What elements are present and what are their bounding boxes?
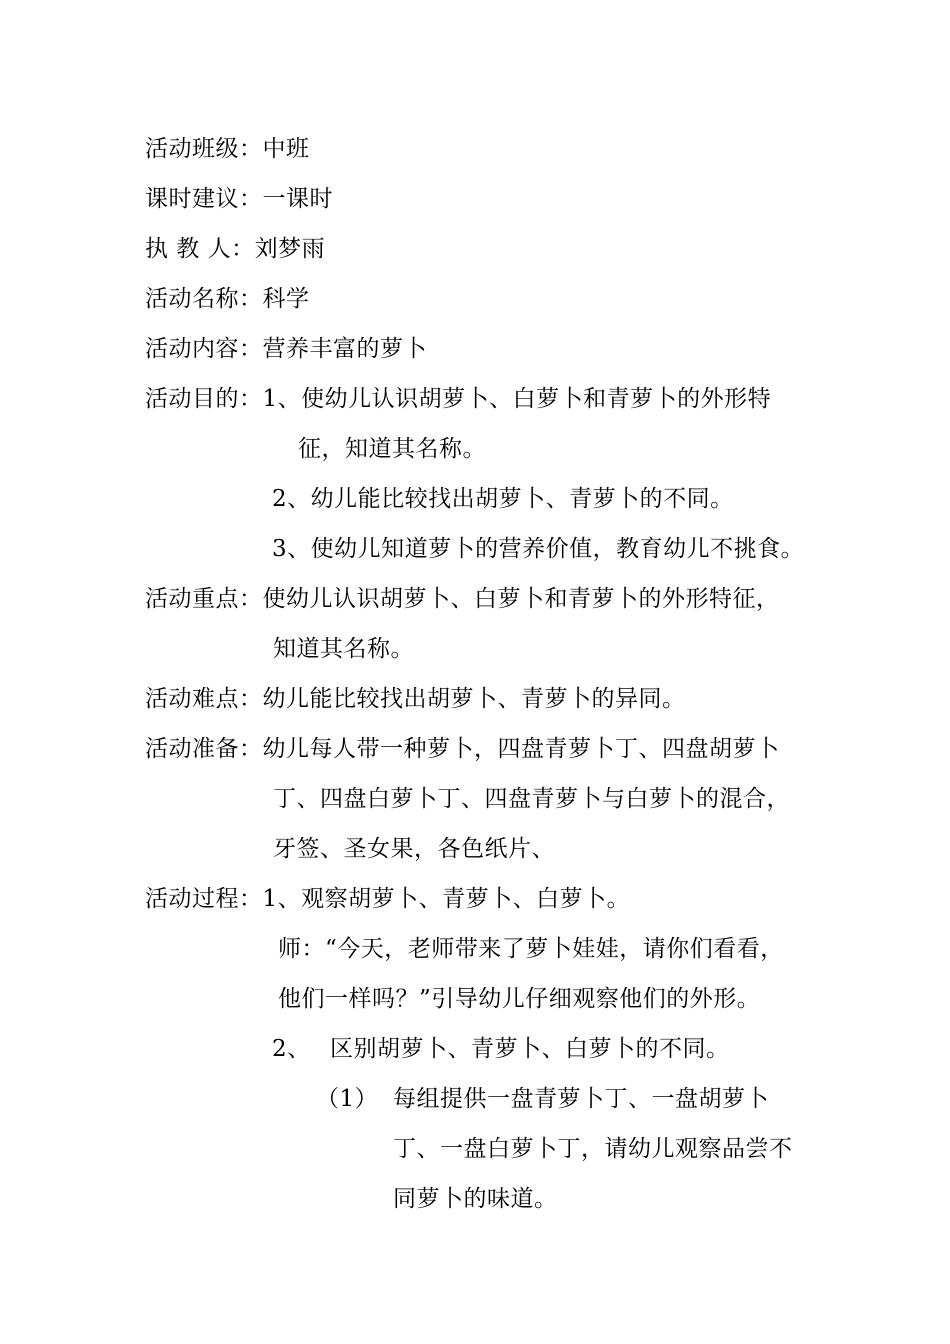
goals-line-3: 3、使幼儿知道萝卜的营养价值，教育幼儿不挑食。: [272, 536, 805, 562]
teacher-line: [145, 234, 325, 264]
goals-line-2: 2、幼儿能比较找出胡萝卜、青萝卜的不同。: [272, 486, 734, 512]
process-sub-1-line-3: 同萝卜的味道。: [393, 1186, 558, 1212]
teacher-label: 执 教 人：: [145, 236, 255, 262]
activity-content-line: 活动内容：营养丰富的萝卜: [145, 336, 427, 362]
activity-name-line: 活动名称：科学: [145, 286, 310, 312]
process-quote-2: 他们一样吗？”引导幼儿仔细观察他们的外形。: [278, 986, 761, 1012]
teacher-name: 刘梦雨: [254, 236, 326, 262]
process-line-1: 活动过程：1、观察胡萝卜、青萝卜、白萝卜。: [145, 886, 631, 912]
key-point-line-2: 知道其名称。: [273, 636, 414, 662]
key-point-line-1: 活动重点：使幼儿认识胡萝卜、白萝卜和青萝卜的外形特征，: [145, 586, 780, 612]
preparation-line-2: 丁、四盘白萝卜丁、四盘青萝卜与白萝卜的混合，: [273, 786, 790, 812]
process-sub-1-number: （1）: [316, 1086, 379, 1112]
class-line: 活动班级：中班: [145, 136, 310, 162]
goals-line-1: 活动目的：1、使幼儿认识胡萝卜、白萝卜和青萝卜的外形特: [145, 386, 772, 412]
goals-line-1-cont: 征，知道其名称。: [298, 436, 486, 462]
preparation-line-3: 牙签、圣女果，各色纸片、: [273, 836, 555, 862]
process-sub-1-line-2: 丁、一盘白萝卜丁，请幼儿观察品尝不: [393, 1136, 793, 1162]
difficulty-line: 活动难点：幼儿能比较找出胡萝卜、青萝卜的异同。: [145, 686, 686, 712]
process-step-2-number: 2、: [272, 1036, 311, 1062]
hours-line: 课时建议：一课时: [145, 186, 333, 212]
process-step-2-text: 区别胡萝卜、青萝卜、白萝卜的不同。: [330, 1036, 730, 1062]
process-sub-1-line-1: 每组提供一盘青萝卜丁、一盘胡萝卜: [393, 1086, 769, 1112]
preparation-line-1: 活动准备：幼儿每人带一种萝卜，四盘青萝卜丁、四盘胡萝卜: [145, 736, 780, 762]
process-quote-1: 师：“今天，老师带来了萝卜娃娃，请你们看看，: [278, 936, 784, 962]
